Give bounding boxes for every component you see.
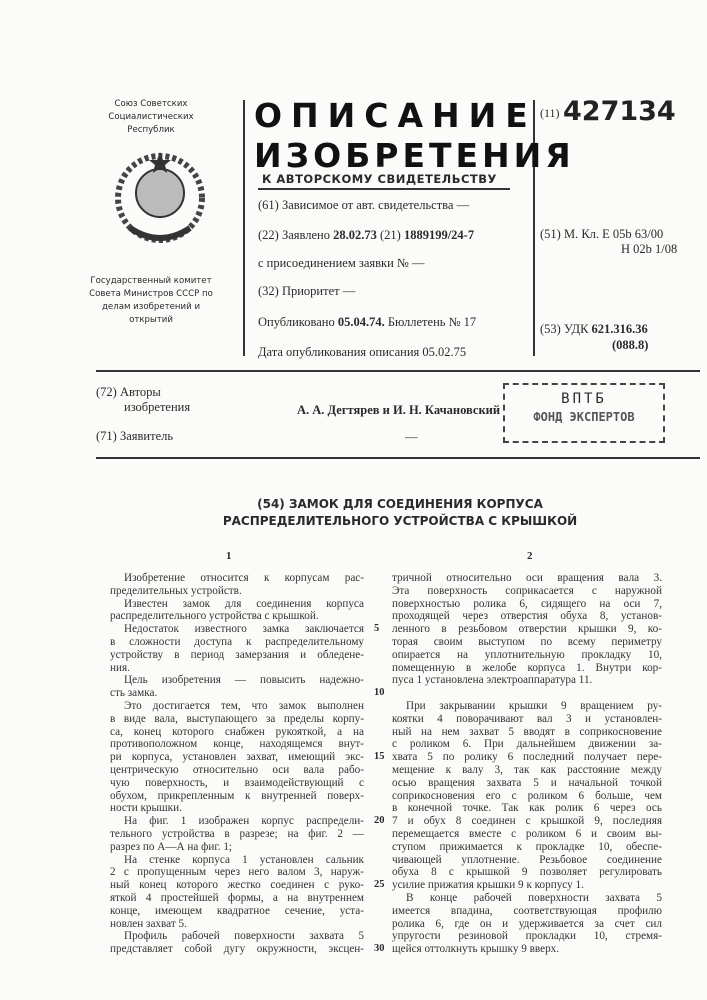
line-number: 5 — [374, 623, 379, 634]
text-line: ри корпуса, установлен захват, имеющий экс- — [110, 751, 364, 764]
column-number-1: 1 — [226, 550, 232, 562]
divider — [258, 188, 510, 190]
text-line: са, конец которого снабжен рукояткой, а на — [110, 726, 364, 739]
text-column-right — [392, 572, 662, 956]
patent-code: (11) — [540, 106, 560, 121]
application-number: 1889199/24-7 — [404, 228, 474, 242]
text-line: коятки 4 поворачивают вал 3 и установлен- — [392, 713, 662, 726]
text-line: пределительных устройств. — [110, 585, 364, 598]
text-line: Изобретение относится к корпусам рас- — [110, 572, 364, 585]
text-line: чую поверхность, и взаимодействующий с — [110, 777, 364, 790]
text-line: мещение к валу 3, так как расстояние между — [392, 764, 662, 777]
divider — [96, 457, 700, 459]
line-number: 10 — [374, 687, 385, 698]
ipc-label: (51) М. Кл. — [540, 227, 599, 241]
text-line: в виде вала, выступающего за пределы корпу- — [110, 713, 364, 726]
text-line: центрическую относительно оси вала рабо- — [110, 764, 364, 777]
library-stamp — [503, 383, 665, 443]
field-61: (61) Зависимое от авт. свидетельства — — [258, 198, 469, 213]
doc-title-line2: ИЗОБРЕТЕНИЯ — [254, 136, 575, 175]
committee-name: Государственный комитет Совета Министров СССР по делам изобретений и открытий — [88, 275, 214, 327]
text-line: Это достигается тем, что замок выполнен — [110, 700, 364, 713]
text-line: ния. — [110, 662, 364, 675]
udc-label: (53) УДК — [540, 322, 588, 336]
text-line: перемещается вместе с роликом 6 и своим вы- — [392, 828, 662, 841]
text-line: усилие прижатия крышки 9 к корпусу 1. — [392, 879, 662, 892]
divider — [243, 100, 245, 356]
text-line: разрез по А—А на фиг. 1; — [110, 841, 364, 854]
text-line: ности крышки. — [110, 802, 364, 815]
text-line: новлен захват 5. — [110, 918, 364, 931]
text-line: На стенке корпуса 1 установлен сальник — [110, 854, 364, 867]
applicant: — — [405, 430, 418, 445]
text-line: яткой 4 простейшей формы, а на внутреннем — [110, 892, 364, 905]
line-number: 25 — [374, 879, 385, 890]
field-22-21 — [258, 228, 474, 243]
field-21-label: (21) — [380, 228, 401, 242]
text-line: хвата 5 по ролику 6 последний получает пере- — [392, 751, 662, 764]
text-line: Эта поверхность соприкасается с наружной — [392, 585, 662, 598]
text-line: поверхностью ролика 6, сидящего на оси 7, — [392, 598, 662, 611]
udc-value-2: (088.8) — [612, 338, 648, 353]
published-field — [258, 315, 476, 330]
text-line: Недостаток известного замка заключается — [110, 623, 364, 636]
text-line: имеется впадина, соответствующая профилю — [392, 905, 662, 918]
attachment-field: с присоединением заявки № — — [258, 256, 424, 271]
text-line: Профиль рабочей поверхности захвата 5 — [110, 930, 364, 943]
authors-label-2: изобретения — [124, 400, 190, 415]
ipc-class — [540, 227, 663, 242]
filing-date: 28.02.73 — [333, 228, 377, 242]
text-line: опирается на уплотнительную прокладку 10, — [392, 649, 662, 662]
text-line: ный на нем захват 5 вводят в соприкосновение — [392, 726, 662, 739]
text-line: в сложности доступа к распределительному — [110, 636, 364, 649]
patent-page — [0, 0, 707, 1000]
text-line: сть замка. — [110, 687, 364, 700]
issuer-name: Союз Советских Социалистических Республик — [88, 98, 214, 137]
text-line: При закрывании крышки 9 вращением ру- — [392, 700, 662, 713]
text-line: обуха 8 с крышкой 9 позволяет регулировать — [392, 866, 662, 879]
text-line: щейся оттолкнуть крышку 9 вверх. — [392, 943, 662, 956]
invention-title-line1: (54) ЗАМОК ДЛЯ СОЕДИНЕНИЯ КОРПУСА — [0, 497, 707, 511]
text-line: торая своим выступом по всему периметру — [392, 636, 662, 649]
description-date: Дата опубликования описания 05.02.75 — [258, 345, 466, 360]
text-line: помещенную в желобе корпуса 1. Внутри кор- — [392, 662, 662, 675]
divider — [96, 370, 700, 372]
line-number: 20 — [374, 815, 385, 826]
text-line — [392, 687, 662, 700]
line-number: 30 — [374, 943, 385, 954]
ussr-emblem-icon — [110, 148, 210, 253]
text-line: с роликом 6. При дальнейшем движении за- — [392, 738, 662, 751]
text-line: пуса 1 установлена электроаппаратура 11. — [392, 674, 662, 687]
text-line: тельного устройства в разрезе; на фиг. 2 — — [110, 828, 364, 841]
invention-title-line2: РАСПРЕДЕЛИТЕЛЬНОГО УСТРОЙСТВА С КРЫШКОЙ — [0, 514, 707, 528]
bulletin-number: Бюллетень № 17 — [388, 315, 476, 329]
column-number-2: 2 — [527, 550, 533, 562]
doc-subtitle: К АВТОРСКОМУ СВИДЕТЕЛЬСТВУ — [262, 172, 497, 186]
field-32: (32) Приоритет — — [258, 284, 355, 299]
doc-title-line1: ОПИСАНИЕ — [254, 96, 537, 135]
stamp-line1: ВПТБ — [505, 391, 663, 407]
text-line: Известен замок для соединения корпуса — [110, 598, 364, 611]
text-line: устройству в период замерзания и обледене- — [110, 649, 364, 662]
published-label: Опубликовано — [258, 315, 335, 329]
text-line: ступом прижимается к прокладке 10, обеспе- — [392, 841, 662, 854]
text-line: ленного в резьбовом отверстии крышки 9, ко- — [392, 623, 662, 636]
text-line: представляет собой дугу окружности, эксцен- — [110, 943, 364, 956]
stamp-line2: ФОНД ЭКСПЕРТОВ — [505, 410, 663, 424]
text-line: 7 и обух 8 соединен с крышкой 9, последняя — [392, 815, 662, 828]
patent-number: 427134 — [563, 96, 676, 127]
authors-label: (72) Авторы — [96, 385, 161, 400]
text-line: осью вращения захвата 5 и начальной точкой — [392, 777, 662, 790]
applicant-label: (71) Заявитель — [96, 429, 173, 444]
text-line: чивающей уплотнение. Резьбовое соединение — [392, 854, 662, 867]
text-line: конце, имеющем квадратное сечение, уста- — [110, 905, 364, 918]
text-line: упругости резиновой прокладки 10, стремя- — [392, 930, 662, 943]
text-line: На фиг. 1 изображен корпус распредели- — [110, 815, 364, 828]
text-line: Цель изобретения — повысить надежно- — [110, 674, 364, 687]
published-date: 05.04.74. — [338, 315, 385, 329]
ipc-value: E 05b 63/00 — [602, 227, 663, 241]
text-column-left — [110, 572, 364, 956]
text-line: соприкосновения его с роликом 6 больше, чем — [392, 790, 662, 803]
field-22-label: (22) Заявлено — [258, 228, 330, 242]
line-number: 15 — [374, 751, 385, 762]
text-line: ный конец которого жестко соединен с руко- — [110, 879, 364, 892]
authors: А. А. Дегтярев и И. Н. Качановский — [297, 403, 500, 418]
text-line: противоположном конце, находящемся внут- — [110, 738, 364, 751]
text-line: В конце рабочей поверхности захвата 5 — [392, 892, 662, 905]
text-line: 2 с пропущенным через него валом 3, наруж- — [110, 866, 364, 879]
text-line: в конечной точке. Так как ролик 6 через ось — [392, 802, 662, 815]
text-line: ролика 6, где он и удерживается за счет сил — [392, 918, 662, 931]
udc-value: 621.316.36 — [592, 322, 648, 336]
text-line: распределительного устройства с крышкой. — [110, 610, 364, 623]
text-line: обухом, прикрепленным к внутренней поверх- — [110, 790, 364, 803]
udc-class — [540, 322, 648, 337]
text-line: тричной относительно оси вращения вала 3. — [392, 572, 662, 585]
text-line: проходящей через отверстия обуха 8, установ- — [392, 610, 662, 623]
ipc-value-2: H 02b 1/08 — [621, 242, 677, 257]
